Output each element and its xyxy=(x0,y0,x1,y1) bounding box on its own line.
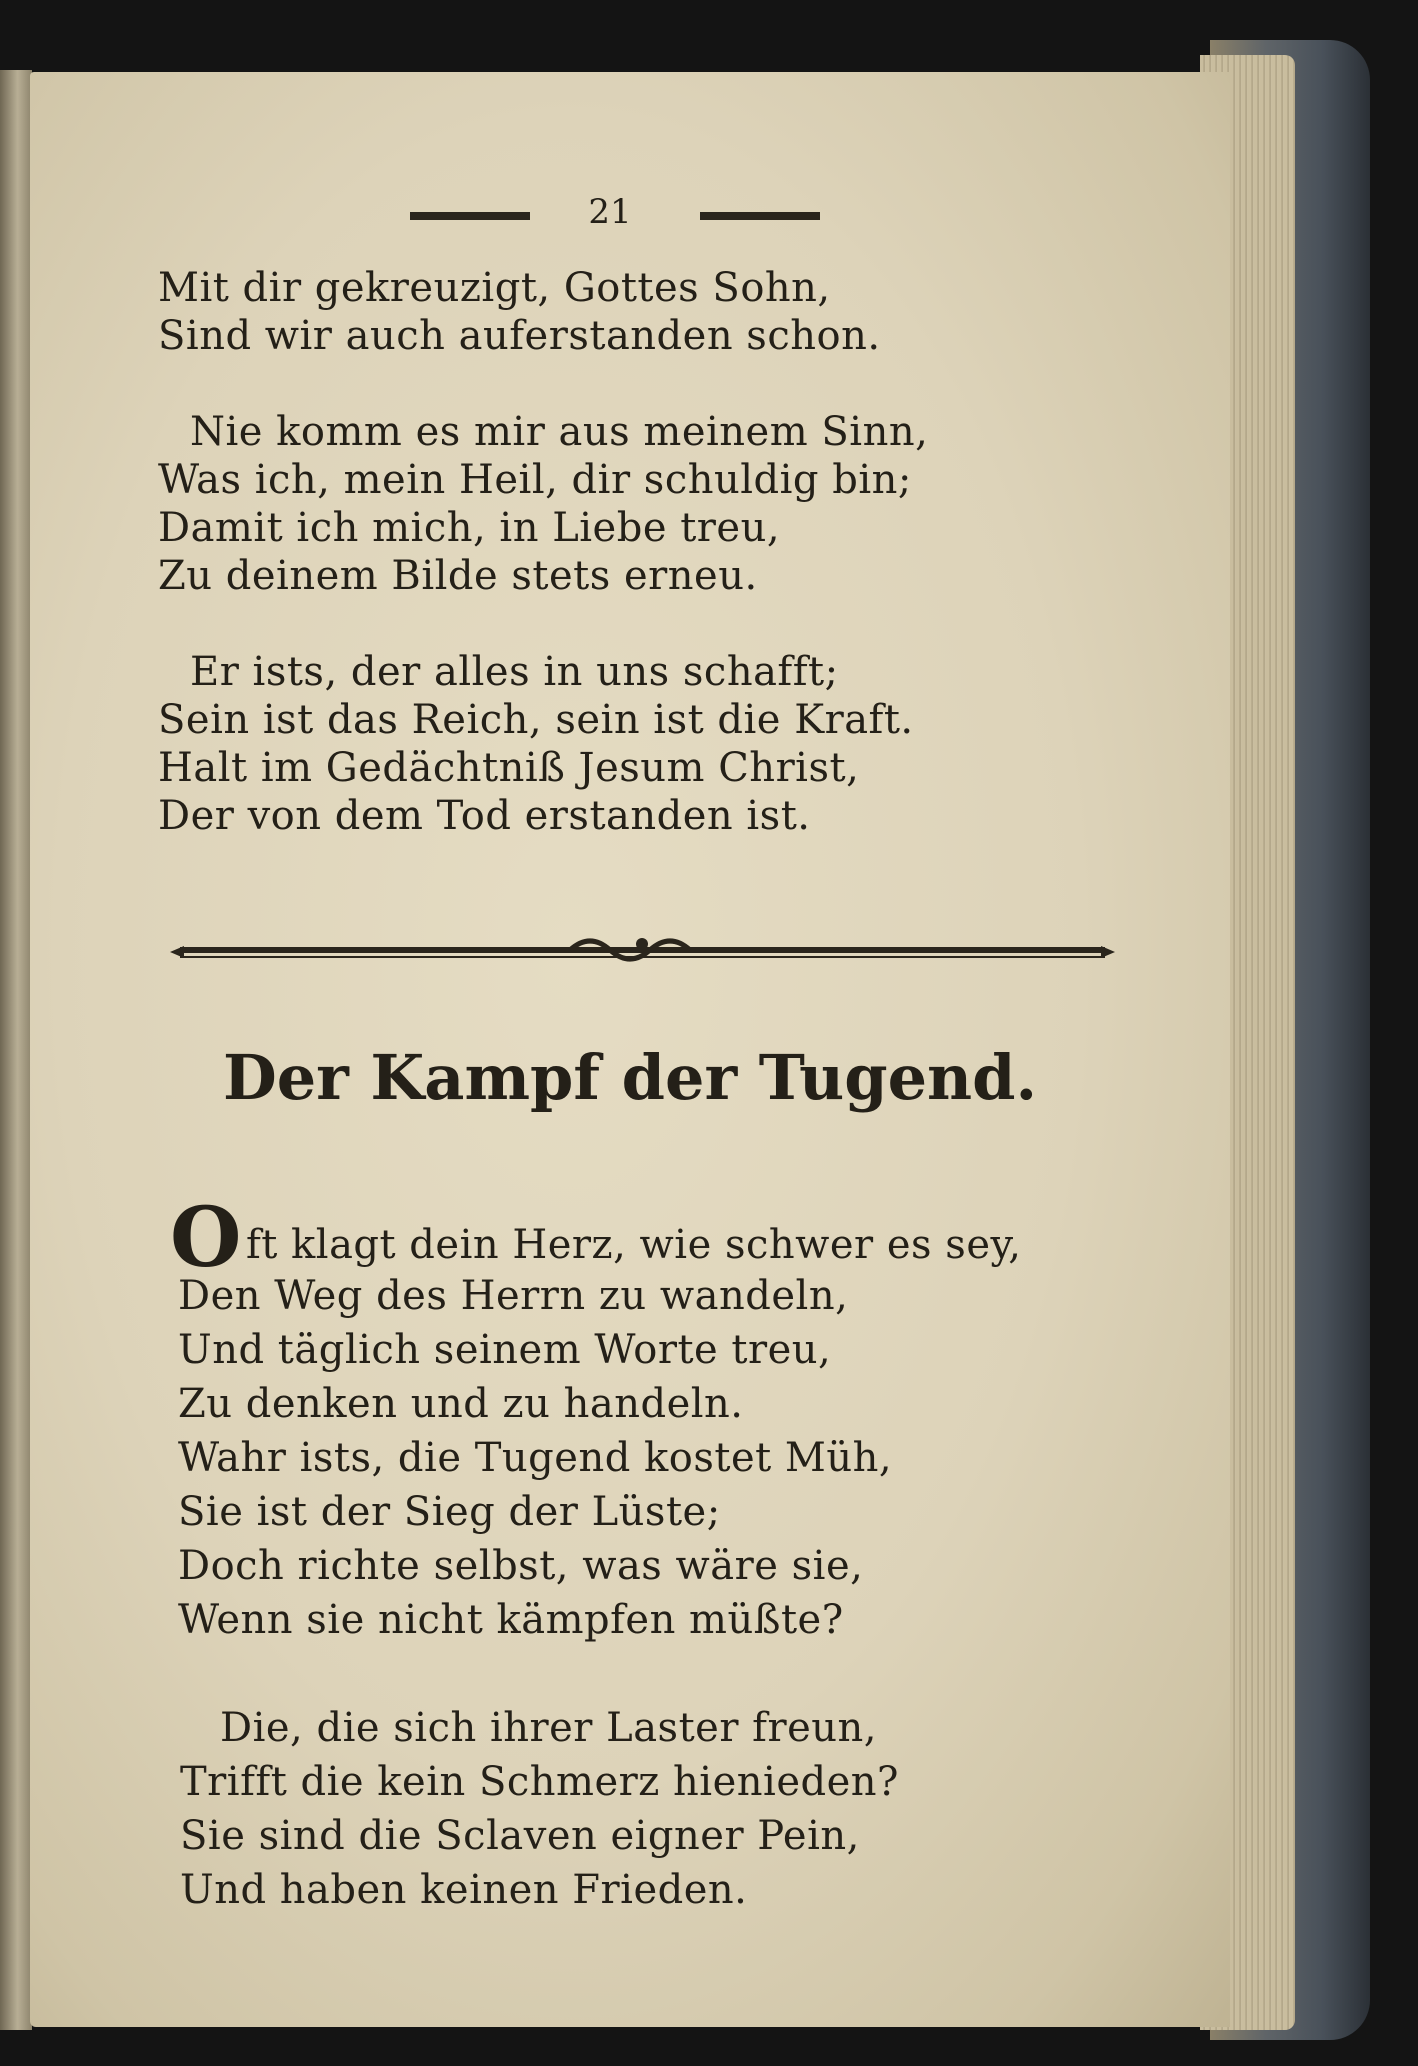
verse-line: Sie ist der Sieg der Lüste; xyxy=(178,1489,721,1535)
verse-line: Doch richte selbst, was wäre sie, xyxy=(178,1543,864,1589)
verse-line: Nie komm es mir aus meinem Sinn, xyxy=(190,409,929,455)
page-content xyxy=(30,72,1230,2027)
verse-line: Wahr ists, die Tugend kostet Müh, xyxy=(178,1435,893,1481)
page-number: 21 xyxy=(588,192,632,232)
verse-line-first xyxy=(170,1190,1022,1286)
verse-line: Zu denken und zu handeln. xyxy=(178,1381,744,1427)
verse-line: Trifft die kein Schmerz hienieden? xyxy=(180,1759,899,1805)
verse-line: Wenn sie nicht kämpfen müßte? xyxy=(178,1597,844,1643)
poem-title: Der Kampf der Tugend. xyxy=(222,1041,1038,1114)
verse-line: Mit dir gekreuzigt, Gottes Sohn, xyxy=(158,265,831,311)
page-header xyxy=(410,192,850,232)
header-rule-left xyxy=(410,212,530,220)
verse-line: Sie sind die Sclaven eigner Pein, xyxy=(180,1813,860,1859)
verse-line: Was ich, mein Heil, dir schuldig bin; xyxy=(158,457,912,503)
verse-line: Und haben keinen Frieden. xyxy=(180,1867,748,1913)
verse-line: Sind wir auch auferstanden schon. xyxy=(158,313,881,359)
verse-line: Sein ist das Reich, sein ist die Kraft. xyxy=(158,697,914,743)
ornamental-divider xyxy=(170,930,1115,970)
verse-line: Er ists, der alles in uns schafft; xyxy=(190,649,839,695)
verse-line: Damit ich mich, in Liebe treu, xyxy=(158,505,781,551)
verse-line: Den Weg des Herrn zu wandeln, xyxy=(178,1273,849,1319)
verse-line: ft klagt dein Herz, wie schwer es sey, xyxy=(245,1222,1022,1268)
verse-line: Die, die sich ihrer Laster freun, xyxy=(220,1705,877,1751)
header-rule-right xyxy=(700,212,820,220)
book-page xyxy=(30,72,1230,2027)
verse-line: Und täglich seinem Worte treu, xyxy=(178,1327,832,1373)
verse-line: Zu deinem Bilde stets erneu. xyxy=(158,553,758,599)
verse-line: Der von dem Tod erstanden ist. xyxy=(158,793,811,839)
drop-cap: O xyxy=(170,1190,242,1286)
verse-line: Halt im Gedächtniß Jesum Christ, xyxy=(158,745,860,791)
previous-page-edge xyxy=(0,70,32,2030)
